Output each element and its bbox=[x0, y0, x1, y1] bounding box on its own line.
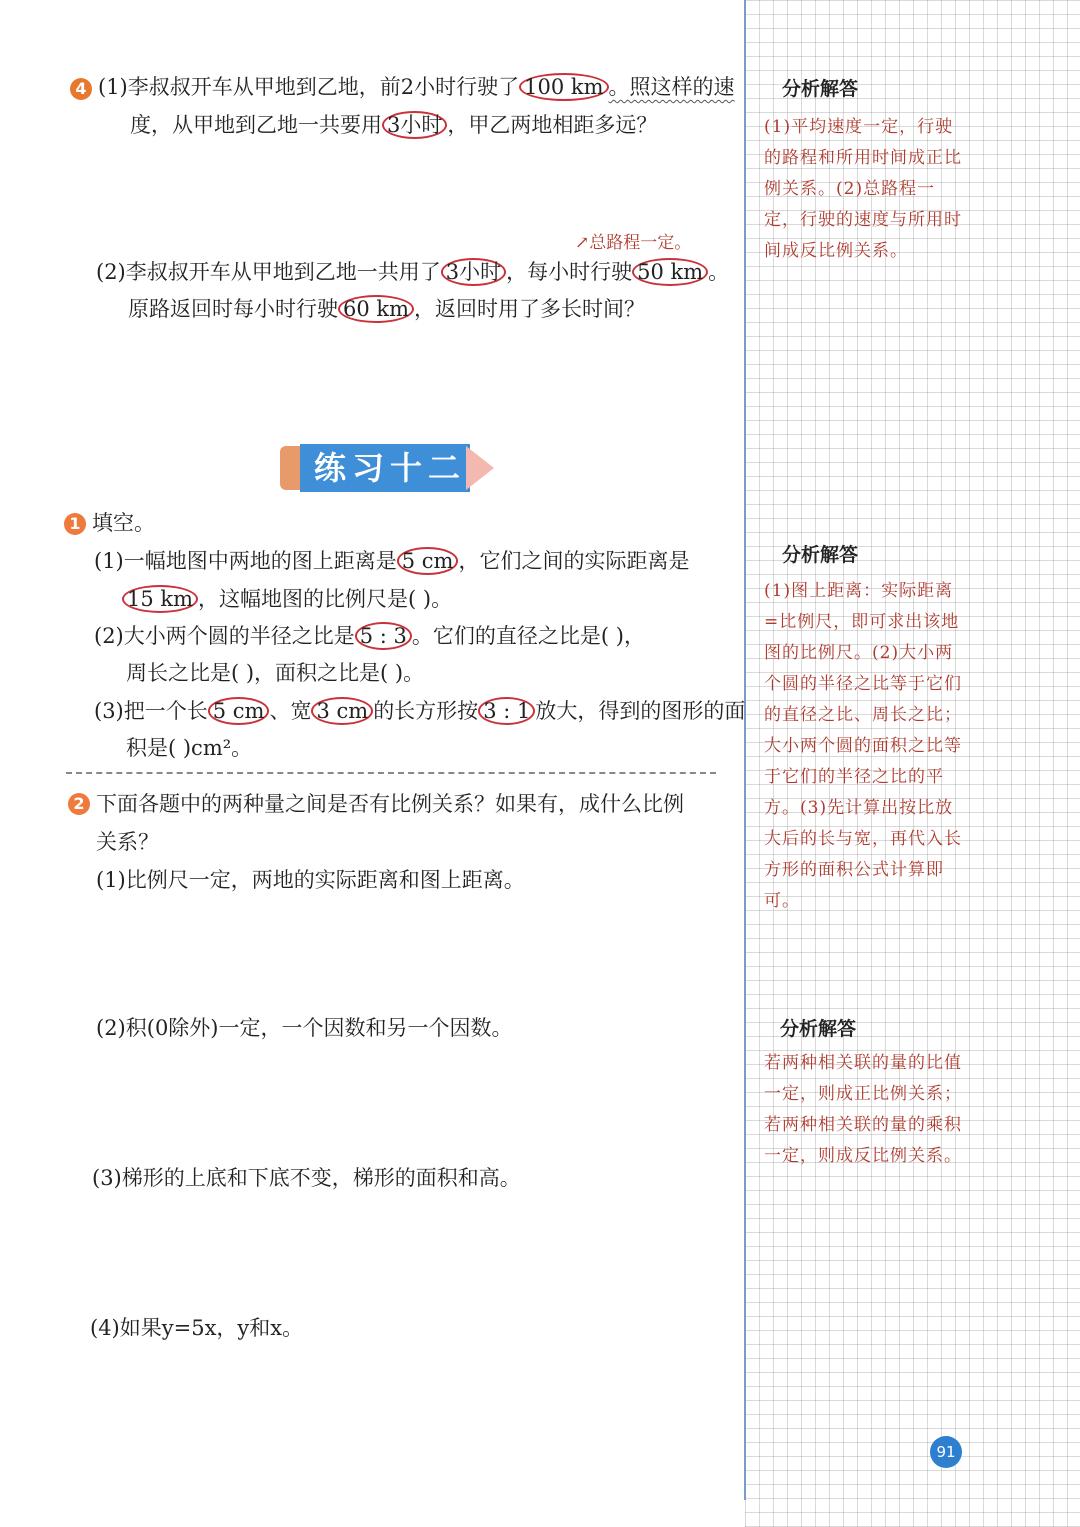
q4-p1-text-a: (1)李叔叔开车从甲地到乙地，前2小时行驶了 bbox=[98, 75, 520, 99]
analysis-2-heading: 分析解答 bbox=[782, 544, 859, 566]
q4-p1-distance: 100 km bbox=[519, 73, 608, 101]
analysis-2-text: (1)图上距离：实际距离=比例尺，即可求出该地图的比例尺。(2)大小两个圆的半径之比等于它们的直径之比、周长之比；大小两个圆的面积之比等于它们的半径之比的平方。(3)先计算出按比放大后的长与宽，再代入长方形的面积公式计算即可。 bbox=[764, 581, 962, 911]
ex2-q2: (2)积(0除外)一定，一个因数和另一个因数。 bbox=[96, 1016, 513, 1040]
ex1-b-line2: 周长之比是( )，面积之比是( )。 bbox=[126, 661, 425, 685]
ex1-b-ratio: 5 : 3 bbox=[355, 622, 412, 650]
ex1-a-line2 bbox=[122, 585, 452, 613]
ex1-c-width: 3 cm bbox=[311, 697, 373, 725]
ex1-c-line2: 积是( )cm²。 bbox=[126, 736, 253, 760]
section-divider bbox=[66, 772, 716, 774]
ex1-c-text-c: 放大，得到的图形的面 bbox=[535, 699, 746, 723]
section-title: 练习十二 bbox=[314, 449, 467, 487]
ex2-line1: 下面各题中的两种量之间是否有比例关系？如果有，成什么比例 bbox=[96, 792, 684, 816]
ex2-line2: 关系？ bbox=[96, 830, 159, 854]
ex1-b-line1 bbox=[94, 622, 645, 650]
ex1-a-line1 bbox=[94, 547, 689, 575]
q4-part1-line2 bbox=[130, 111, 657, 139]
ex1-c-scale: 3 : 1 bbox=[478, 697, 535, 725]
analysis-3-heading: 分析解答 bbox=[780, 1018, 857, 1040]
ex1-c-length: 5 cm bbox=[208, 697, 270, 725]
q4-part1-line1 bbox=[98, 73, 735, 101]
ex2-q3: (3)梯形的上底和下底不变，梯形的面积和高。 bbox=[92, 1166, 521, 1190]
q4-p2-time: 3小时 bbox=[441, 258, 506, 286]
ex2-q1: (1)比例尺一定，两地的实际距离和图上距离。 bbox=[96, 868, 525, 892]
ex1-a-text-c: ，这幅地图的比例尺是( )。 bbox=[198, 587, 453, 611]
q4-p1-text-c: 度，从甲地到乙地一共要用 bbox=[130, 113, 382, 137]
q4-handwritten-note: ↗总路程一定。 bbox=[575, 233, 692, 253]
q4-p2-text-d: 原路返回时每小时行驶 bbox=[128, 297, 338, 321]
question-4-badge: 4 bbox=[70, 78, 92, 100]
analysis-3-text: 若两种相关联的量的比值一定，则成正比例关系；若两种相关联的量的乘积一定，则成反比例关系。 bbox=[764, 1053, 962, 1166]
q4-p2-text-b: ，每小时行驶 bbox=[506, 260, 633, 284]
ex1-b-text-b: 。它们的直径之比是( )， bbox=[411, 624, 645, 648]
ex1-c-sep: 、宽 bbox=[269, 699, 312, 723]
q4-p1-time: 3小时 bbox=[382, 111, 447, 139]
ex1-c-text-a: (3)把一个长 bbox=[94, 699, 208, 723]
q4-part2-line2 bbox=[128, 295, 645, 323]
q4-part2-line1 bbox=[96, 258, 729, 286]
sidebar-divider bbox=[744, 0, 746, 1500]
exercise-1-badge: 1 bbox=[64, 513, 86, 535]
section-title-banner bbox=[280, 444, 500, 492]
ex1-c-text-b: 的长方形按 bbox=[373, 699, 479, 723]
ex1-a-text-b: ，它们之间的实际距离是 bbox=[458, 549, 690, 573]
ex1-heading: 填空。 bbox=[92, 511, 155, 535]
page-number: 91 bbox=[930, 1436, 962, 1468]
q4-p2-return-speed: 60 km bbox=[338, 295, 414, 323]
q4-p2-text-a: (2)李叔叔开车从甲地到乙地一共用了 bbox=[96, 260, 441, 284]
q4-p2-text-e: ，返回时用了多长时间？ bbox=[414, 297, 646, 321]
ex1-a-text-a: (1)一幅地图中两地的图上距离是 bbox=[94, 549, 397, 573]
ex1-b-text-a: (2)大小两个圆的半径之比是 bbox=[94, 624, 355, 648]
banner-arrow bbox=[466, 446, 494, 490]
analysis-1-heading: 分析解答 bbox=[782, 78, 859, 100]
ex1-c-line1 bbox=[94, 697, 745, 725]
ex1-a-map-distance: 5 cm bbox=[397, 547, 459, 575]
q4-p1-text-b: 。照这样的速 bbox=[608, 75, 735, 99]
ex2-q4: (4)如果y=5x，y和x。 bbox=[90, 1316, 304, 1340]
q4-p2-text-c: 。 bbox=[708, 260, 730, 284]
q4-p1-text-d: ，甲乙两地相距多远？ bbox=[447, 113, 658, 137]
ex1-a-real-distance: 15 km bbox=[122, 585, 198, 613]
q4-p2-speed: 50 km bbox=[632, 258, 708, 286]
exercise-2-badge: 2 bbox=[68, 793, 90, 815]
analysis-1-text: (1)平均速度一定，行驶的路程和所用时间成正比例关系。(2)总路程一定，行驶的速度与所用时间成反比例关系。 bbox=[764, 117, 962, 261]
q4-note-text: 总路程一定。 bbox=[589, 233, 692, 253]
